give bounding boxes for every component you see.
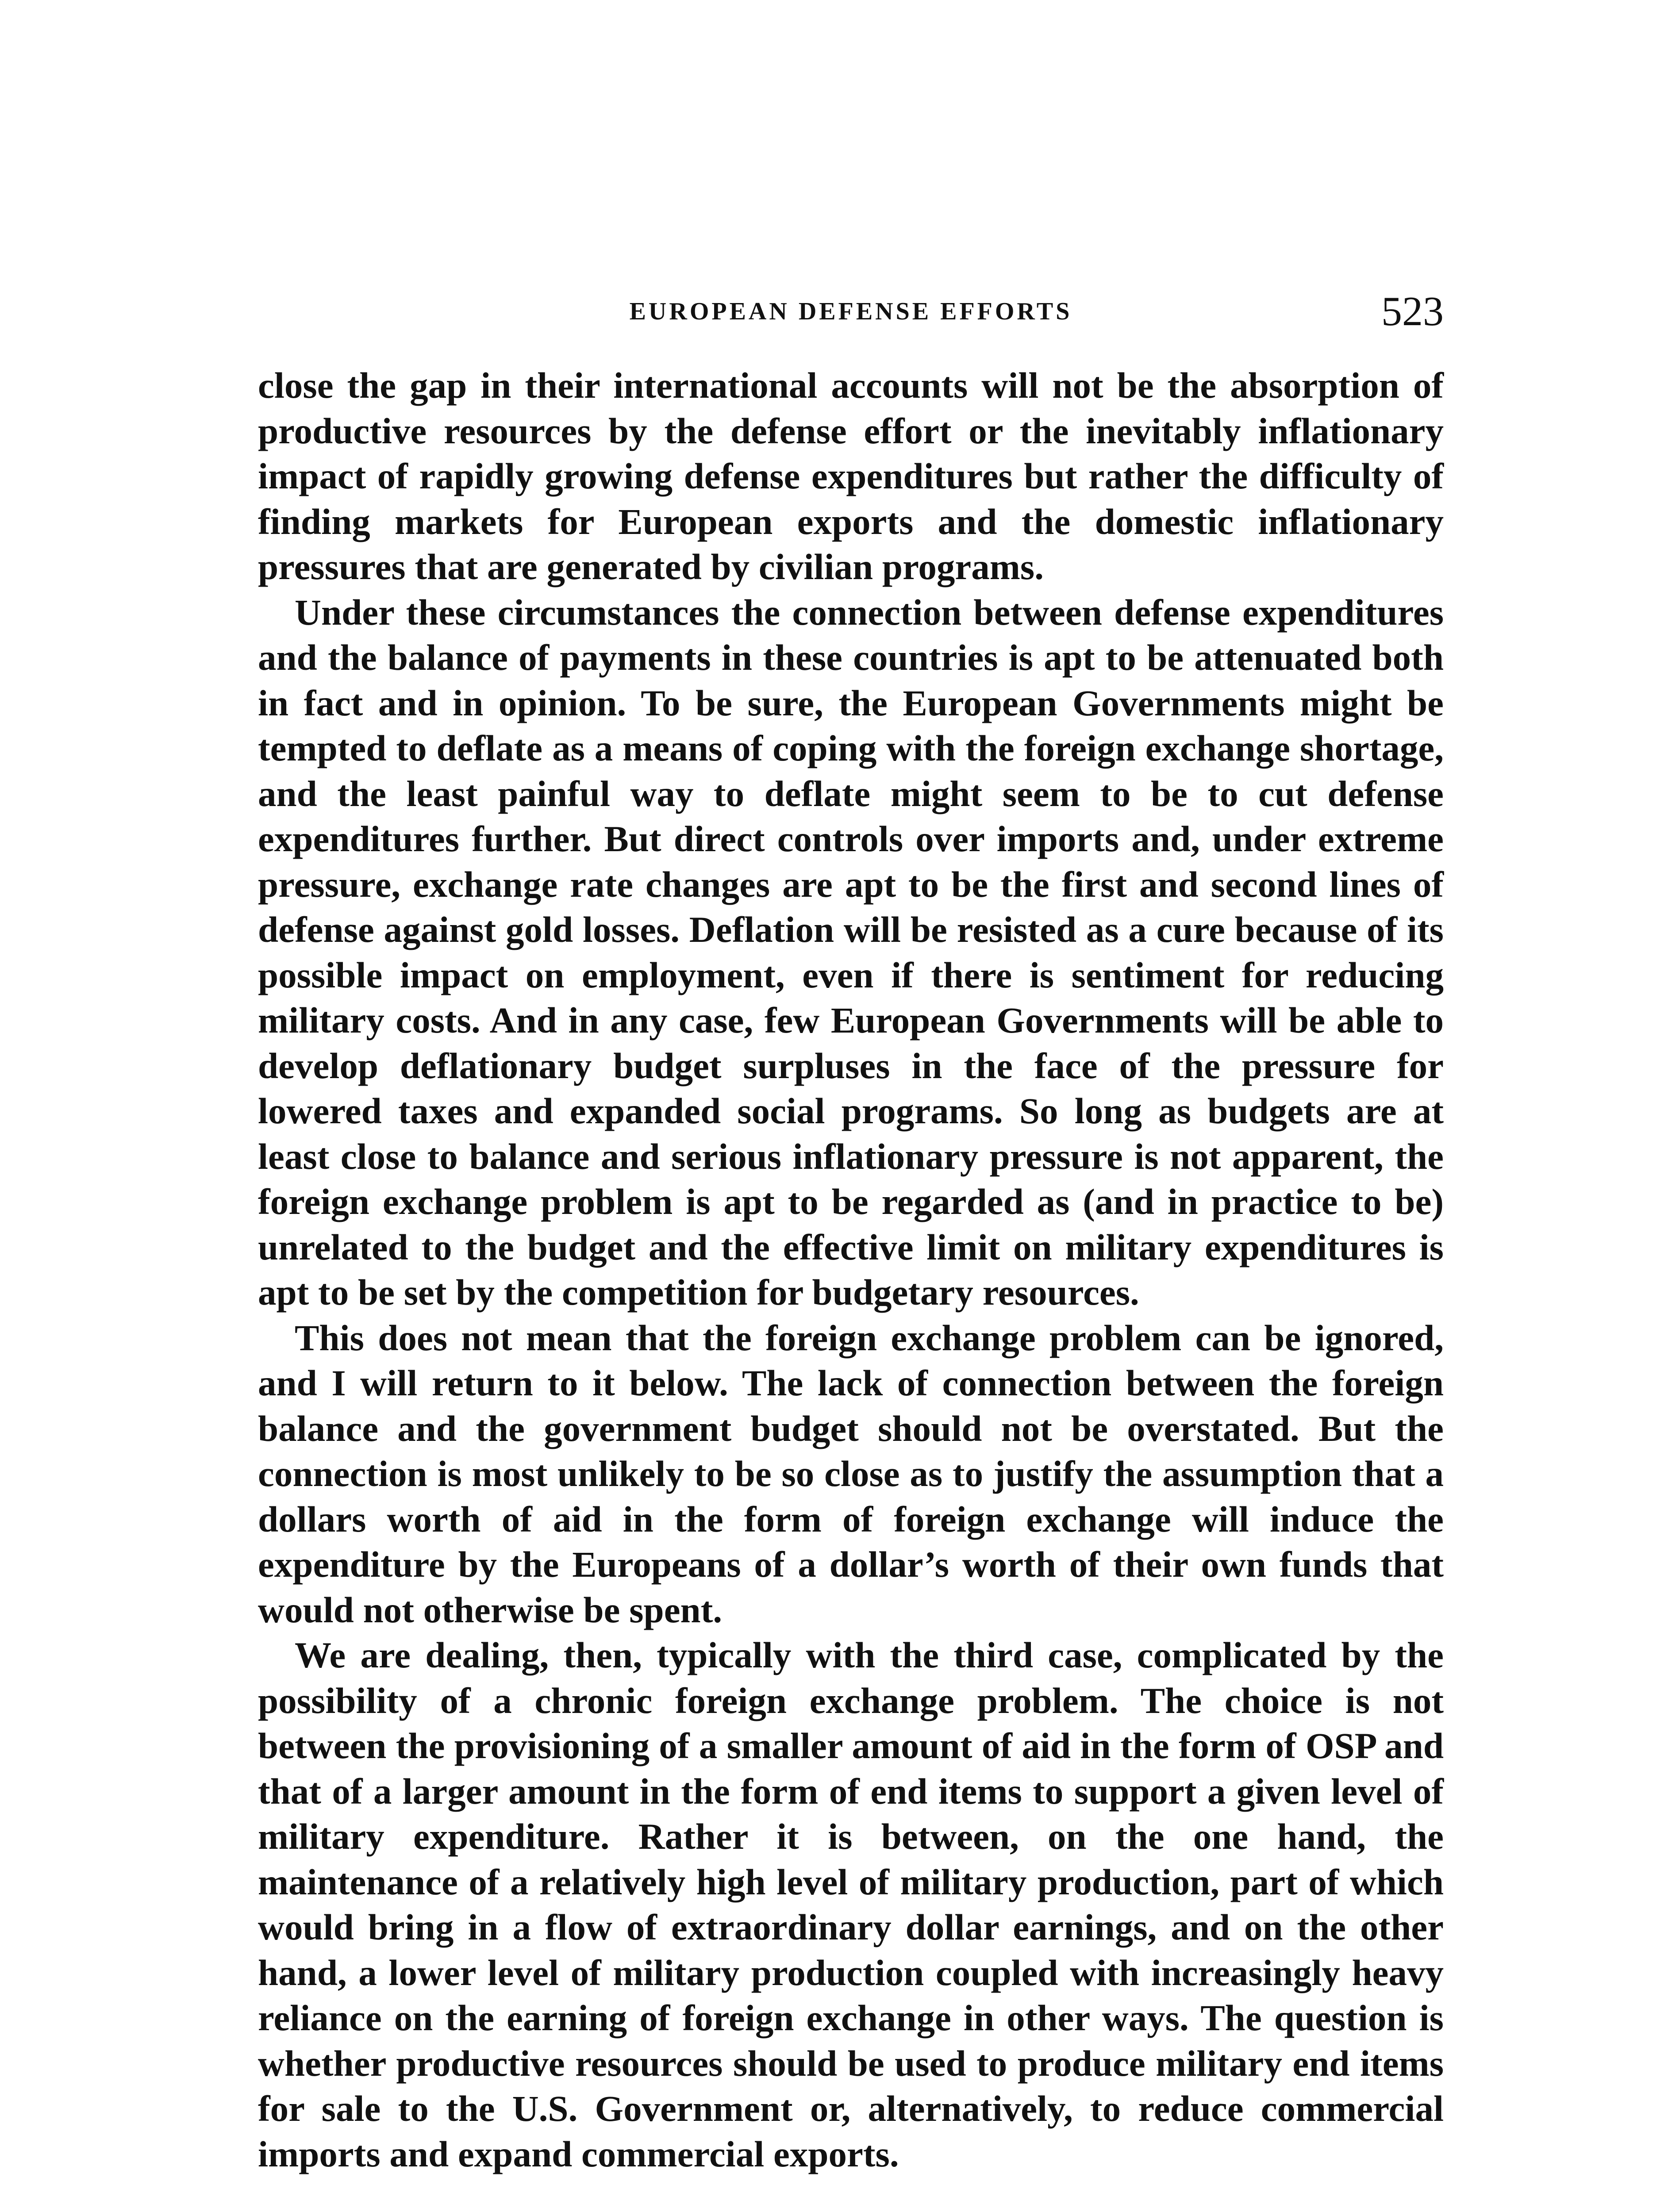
paragraph-continued: close the gap in their international accounts will not be the absorption of productive resources by the defense effort or the inevitably inflationary impact of rapidly growing defense expenditures but rather the difficulty of finding markets for European exports and the domestic inflationary pressures that are generated by civilian programs. — [258, 365, 1444, 587]
running-title: EUROPEAN DEFENSE EFFORTS — [629, 298, 1072, 325]
paragraph: This does not mean that the foreign exchange problem can be ignored, and I will return to it below. The lack of connection between the foreign balance and the government budget should not be overstated. But the connection is most unlikely to be so close as to justify the assumption that a dollars worth of aid in the form of foreign exchange will induce the expenditure by the Europeans of a dollar’s worth of their own funds that would not otherwise be spent. — [258, 1317, 1444, 1630]
running-head — [258, 288, 1444, 341]
body-text — [258, 363, 1444, 2177]
page-number: 523 — [1381, 288, 1444, 334]
paragraph: We are dealing, then, typically with the third case, complicated by the possibility of a chronic foreign exchange problem. The choice is not between the provisioning of a smaller amount of aid in the form of OSP and that of a larger amount in the form of end items to support a given level of military expenditure. Rather it is between, on the one hand, the maintenance of a relatively high level of military production, part of which would bring in a flow of extraordinary dollar earnings, and on the other hand, a lower level of military production coupled with increasingly heavy reliance on the earning of foreign exchange in other ways. The question is whether productive resources should be used to produce military end items for sale to the U.S. Government or, alternatively, to reduce commercial imports and expand commercial exports. — [258, 1635, 1444, 2174]
paragraph: Under these circumstances the connection between defense expenditures and the balance of payments in these countries is apt to be attenuated both in fact and in opinion. To be sure, the European Governments might be tempted to deflate as a means of coping with the foreign exchange shortage, and the least painful way to deflate might seem to be to cut defense expenditures further. But direct controls over imports and, under extreme pressure, exchange rate changes are apt to be the first and second lines of defense against gold losses. Deflation will be resisted as a cure because of its possible impact on employment, even if there is sentiment for reducing military costs. And in any case, few European Governments will be able to develop deflationary budget surpluses in the face of the pressure for lowered taxes and expanded social programs. So long as budgets are at least close to balance and serious inflationary pressure is not apparent, the foreign exchange problem is apt to be regarded as (and in practice to be) unrelated to the budget and the effective limit on military expenditures is apt to be set by the competition for budgetary resources. — [258, 591, 1444, 1313]
